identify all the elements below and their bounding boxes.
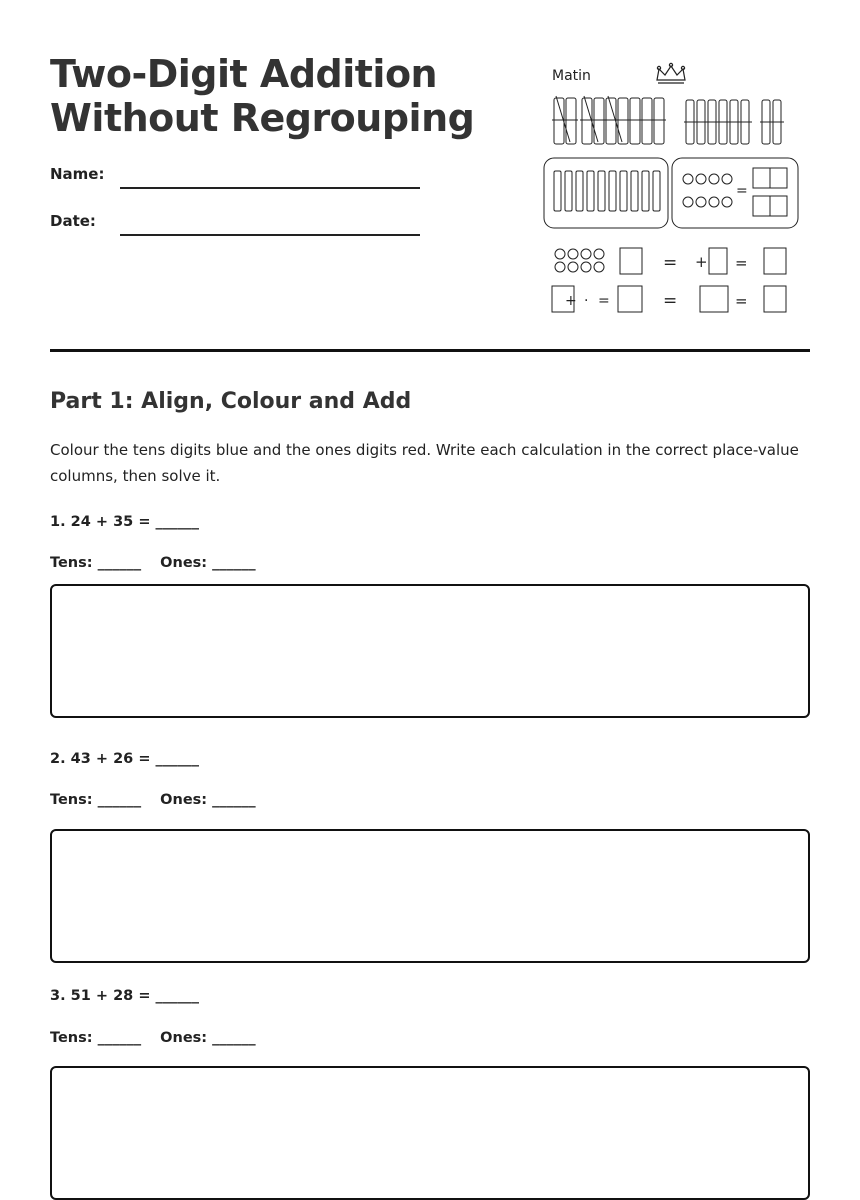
- equals-sign: =: [598, 293, 610, 309]
- page-title: [50, 52, 474, 140]
- tens-field[interactable]: Tens: ______: [50, 1030, 142, 1046]
- header-divider: [50, 349, 810, 352]
- section-title: Part 1: Align, Colour and Add: [50, 389, 412, 414]
- date-field[interactable]: [120, 234, 420, 236]
- equals-sign: =: [663, 253, 678, 273]
- work-area[interactable]: [50, 829, 810, 963]
- problem-number: 3.: [50, 988, 66, 1004]
- problem-number: 2.: [50, 751, 66, 767]
- problem-equation: [50, 514, 199, 530]
- dot-sign: ·: [584, 293, 589, 309]
- crown-icon: [657, 63, 685, 83]
- date-label: Date:: [50, 212, 96, 230]
- instructions-text: Colour the tens digits blue and the ones digits red. Write each calculation in the correct place-value columns, then solve it.: [50, 441, 799, 485]
- name-field[interactable]: [120, 187, 420, 189]
- plus-sign: +: [565, 293, 577, 309]
- problem-equation: [50, 751, 199, 767]
- title-line-1: Two-Digit Addition: [50, 52, 438, 96]
- equals-sign: =: [735, 254, 748, 272]
- equals-sign: =: [663, 291, 678, 311]
- work-area[interactable]: [50, 1066, 810, 1200]
- tens-bundles-icon: [552, 96, 666, 144]
- tens-rods-icon: [684, 100, 784, 144]
- plus-sign: +: [695, 253, 708, 271]
- name-label: Name:: [50, 165, 105, 183]
- problem-number: 1.: [50, 514, 66, 530]
- problem-expression: 43 + 26 = ______: [70, 751, 200, 767]
- tens-field[interactable]: Tens: ______: [50, 792, 142, 808]
- problem-equation: [50, 988, 199, 1004]
- illustration-caption: Matin: [552, 68, 591, 84]
- place-value-row: [50, 792, 256, 808]
- problem-expression: 51 + 28 = ______: [70, 988, 200, 1004]
- ones-field[interactable]: Ones: ______: [160, 1030, 256, 1046]
- place-value-row: [50, 555, 256, 571]
- tens-field[interactable]: Tens: ______: [50, 555, 142, 571]
- equals-sign: =: [736, 183, 748, 199]
- ones-frame-icon: [672, 158, 798, 228]
- problem-expression: 24 + 35 = ______: [70, 514, 200, 530]
- ones-field[interactable]: Ones: ______: [160, 792, 256, 808]
- title-line-2: Without Regrouping: [50, 96, 475, 140]
- ones-field[interactable]: Ones: ______: [160, 555, 256, 571]
- tens-frame-icon: [544, 158, 668, 228]
- place-value-row: [50, 1030, 256, 1046]
- place-value-illustration: [540, 58, 802, 320]
- equals-sign: =: [735, 292, 748, 310]
- work-area[interactable]: [50, 584, 810, 718]
